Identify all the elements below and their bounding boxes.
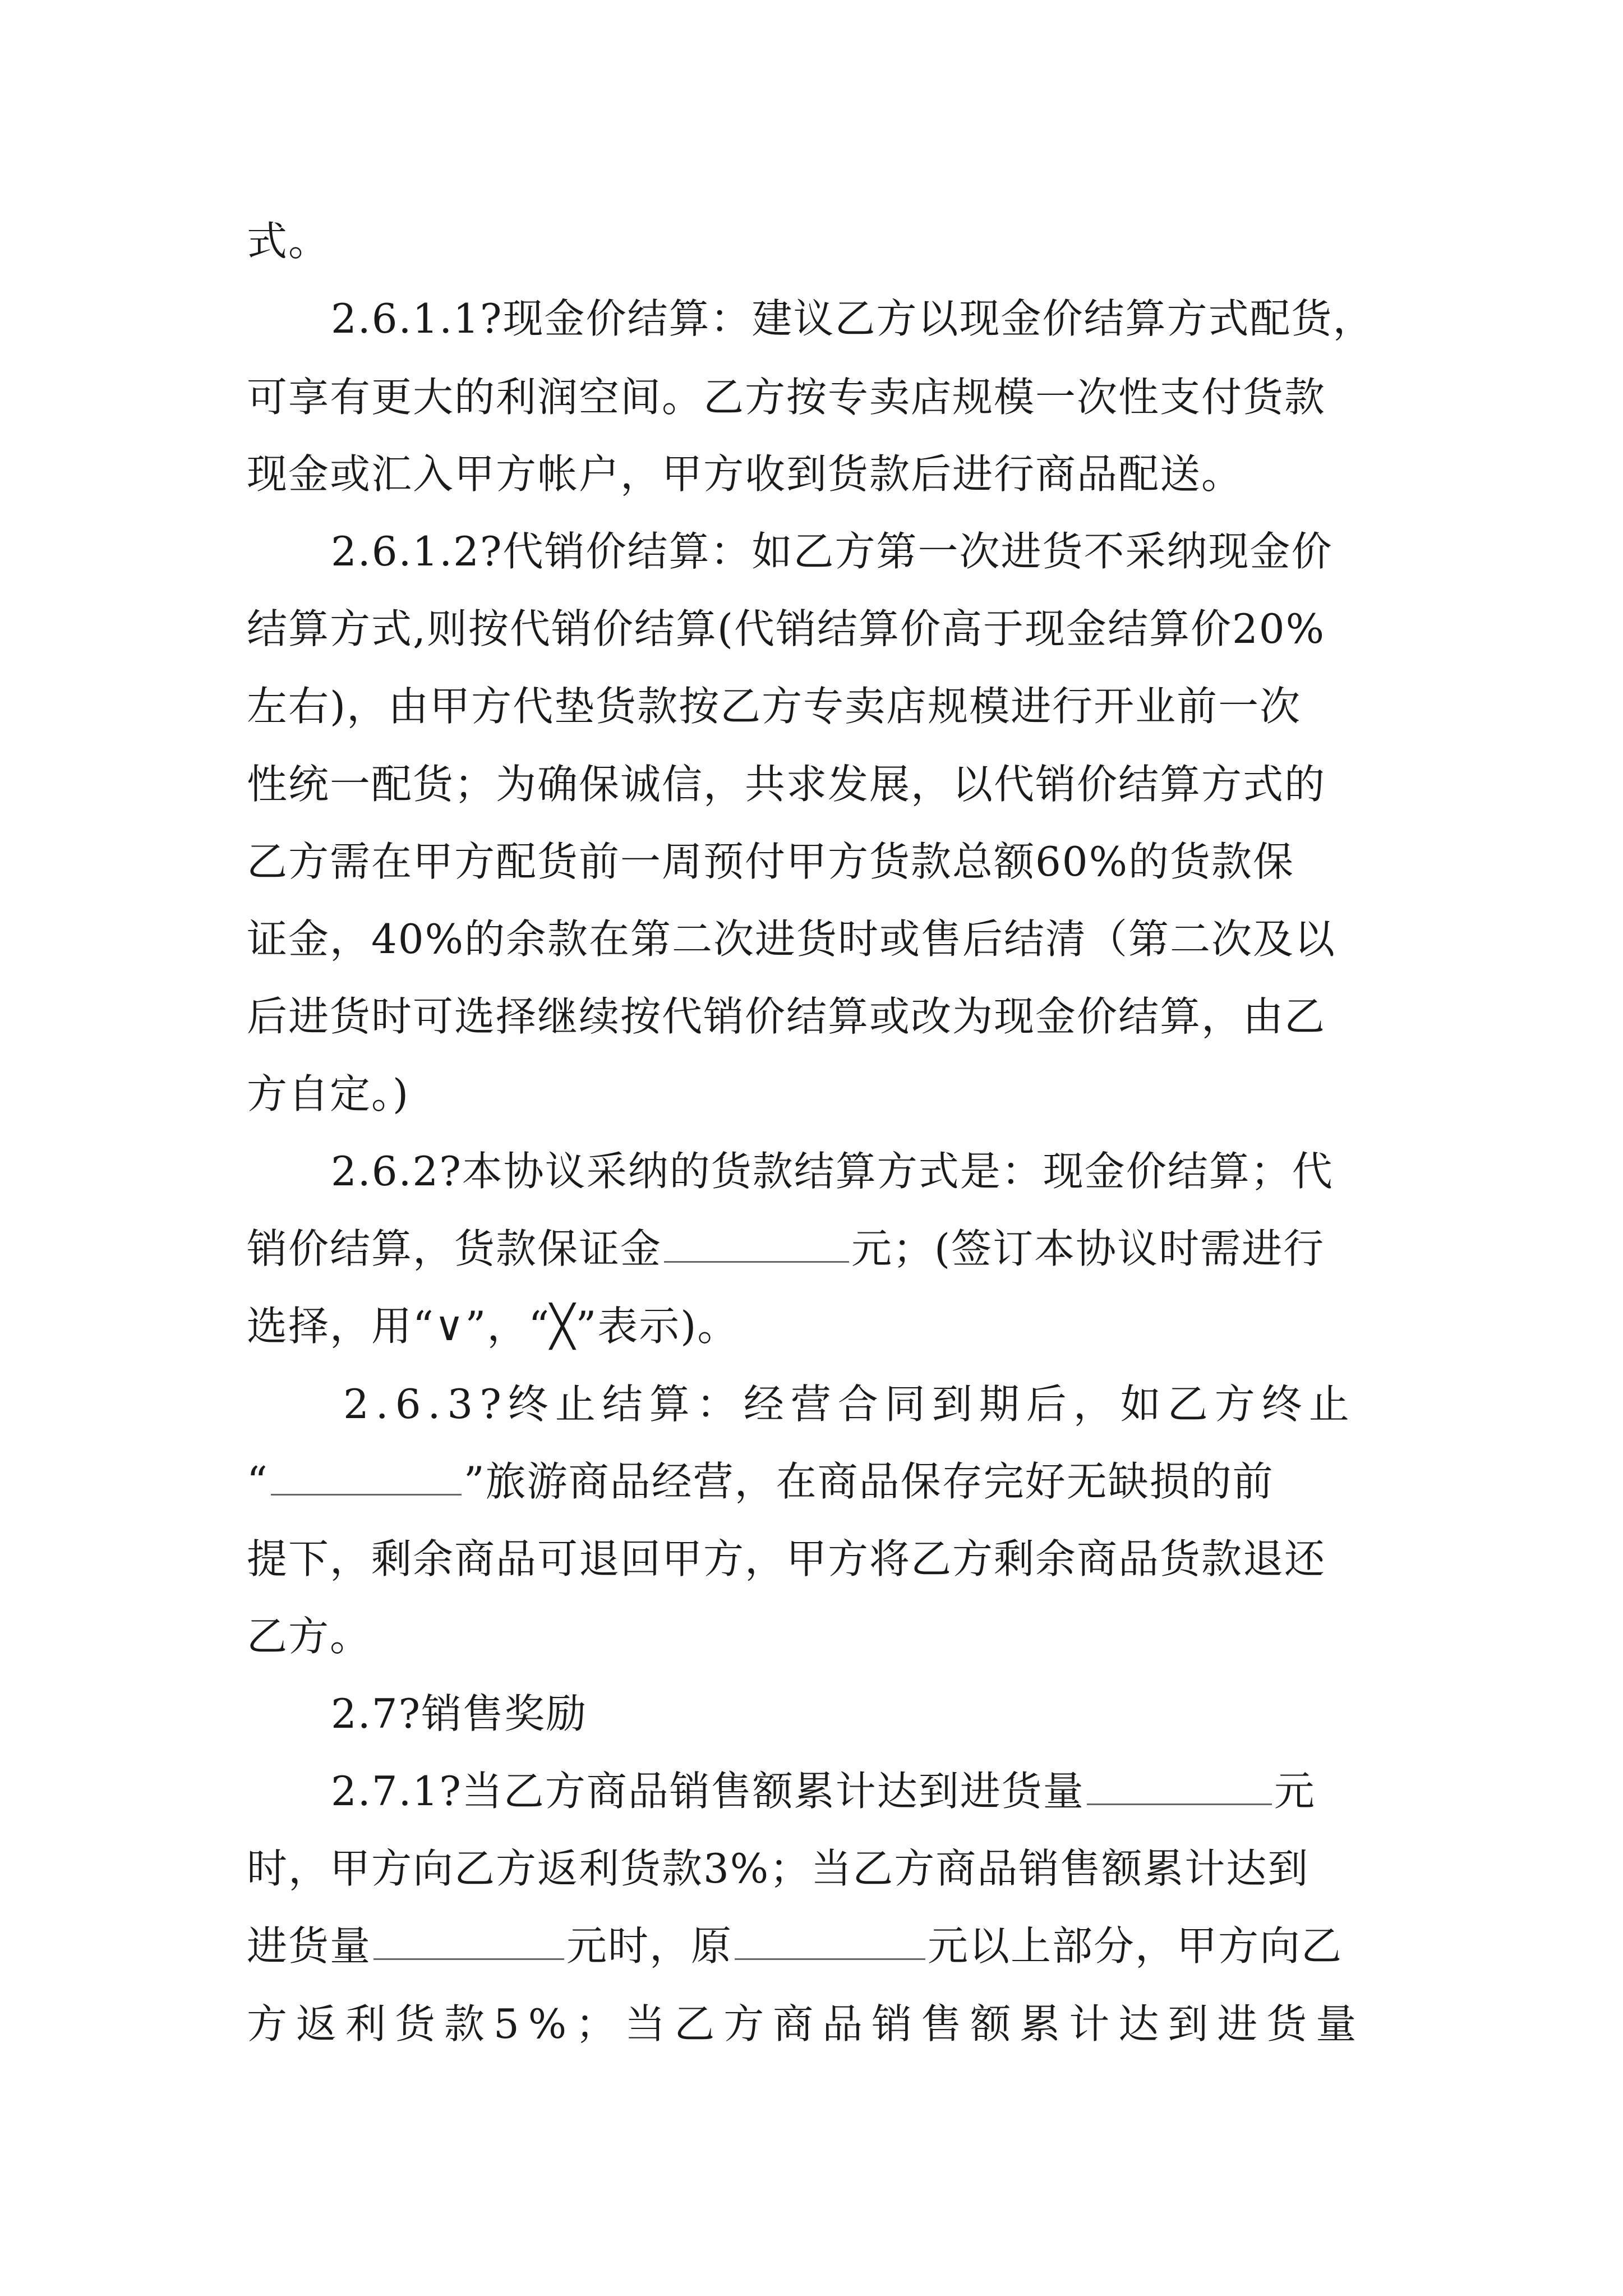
text-line-19: [247, 1609, 371, 1663]
text-line-4: [247, 447, 1243, 501]
text-line-17: [247, 1455, 1274, 1508]
sales-threshold-2-blank[interactable]: [374, 1919, 564, 1960]
text-line-10: [247, 912, 1336, 966]
text-line-21: [331, 1764, 1316, 1818]
line-text: 结算方式,则按代销价结算(代销结算价高于现金结算价20%: [247, 605, 1326, 652]
line-text: 元；(签订本协议时需进行: [851, 1225, 1325, 1272]
line-text: 左右)，由甲方代垫货款按乙方专卖店规模进行开业前一次: [247, 683, 1302, 730]
sales-threshold-1-blank[interactable]: [1087, 1764, 1272, 1805]
deposit-amount-blank[interactable]: [664, 1222, 849, 1263]
text-line-23: [247, 1919, 1343, 1973]
line-text: 元以上部分，甲方向乙: [928, 1922, 1343, 1970]
product-name-blank[interactable]: [271, 1455, 462, 1496]
text-line-12: [247, 1067, 409, 1121]
text-line-2: [331, 292, 1375, 346]
text-line-1: [247, 214, 330, 268]
line-text: 性统一配货；为确保诚信，共求发展，以代销价结算方式的: [247, 761, 1326, 808]
text-line-15: [247, 1299, 739, 1353]
line-text: 元: [1274, 1768, 1316, 1815]
text-line-3: [247, 370, 1326, 424]
line-text: 式。: [247, 218, 330, 265]
text-line-9: [247, 835, 1294, 889]
text-line-18: [247, 1532, 1326, 1586]
text-line-22: [247, 1842, 1309, 1895]
line-text: 2.7.1?当乙方商品销售额累计达到进货量: [331, 1768, 1085, 1815]
line-text: 乙方需在甲方配货前一周预付甲方货款总额60%的货款保: [247, 838, 1295, 885]
line-text: 提下，剩余商品可退回甲方，甲方将乙方剩余商品货款退还: [247, 1535, 1326, 1582]
line-text: 选择，用“∨”，“╳”表示)。: [247, 1303, 739, 1350]
line-text: 时，甲方向乙方返利货款3%；当乙方商品销售额累计达到: [247, 1845, 1310, 1892]
line-text: 2.6.1.2?代销价结算：如乙方第一次进货不采纳现金价: [331, 528, 1333, 575]
text-line-13: [331, 1144, 1334, 1198]
line-text: 元时，原: [566, 1922, 733, 1970]
line-text: 销价结算，货款保证金: [247, 1225, 662, 1272]
line-text: 后进货时可选择继续按代销价结算或改为现金价结算，由乙: [247, 993, 1326, 1040]
line-text: 2.7?销售奖励: [331, 1690, 588, 1737]
line-text: 可享有更大的利润空间。乙方按专卖店规模一次性支付货款: [247, 374, 1326, 421]
line-text: 2.6.3?终止结算：经营合同到期后，如乙方终止: [343, 1381, 1356, 1428]
text-line-20: [331, 1687, 587, 1741]
line-text: 进货量: [247, 1922, 372, 1970]
text-line-11: [247, 990, 1326, 1043]
text-line-7: [247, 679, 1301, 733]
line-text: 乙方。: [247, 1613, 372, 1660]
original-amount-blank[interactable]: [735, 1919, 925, 1960]
text-line-5: [331, 524, 1333, 578]
line-text: 证金，40%的余款在第二次进货时或售后结清（第二次及以: [247, 915, 1336, 963]
text-line-16: [343, 1377, 1356, 1431]
line-text: 2.6.1.1?现金价结算：建议乙方以现金价结算方式配货，: [331, 295, 1375, 342]
line-text: 方自定。): [247, 1070, 410, 1117]
text-line-14: [247, 1222, 1325, 1276]
text-line-24: [247, 1997, 1365, 2051]
line-text: ”旅游商品经营，在商品保存完好无缺损的前: [463, 1458, 1274, 1505]
line-text: 2.6.2?本协议采纳的货款结算方式是：现金价结算；代: [331, 1148, 1334, 1195]
text-line-8: [247, 757, 1326, 811]
line-text: 现金或汇入甲方帐户，甲方收到货款后进行商品配送。: [247, 450, 1243, 498]
line-text: “: [247, 1458, 269, 1505]
line-text: 方返利货款5%；当乙方商品销售额累计达到进货量: [247, 2000, 1366, 2047]
text-line-6: [247, 602, 1325, 656]
